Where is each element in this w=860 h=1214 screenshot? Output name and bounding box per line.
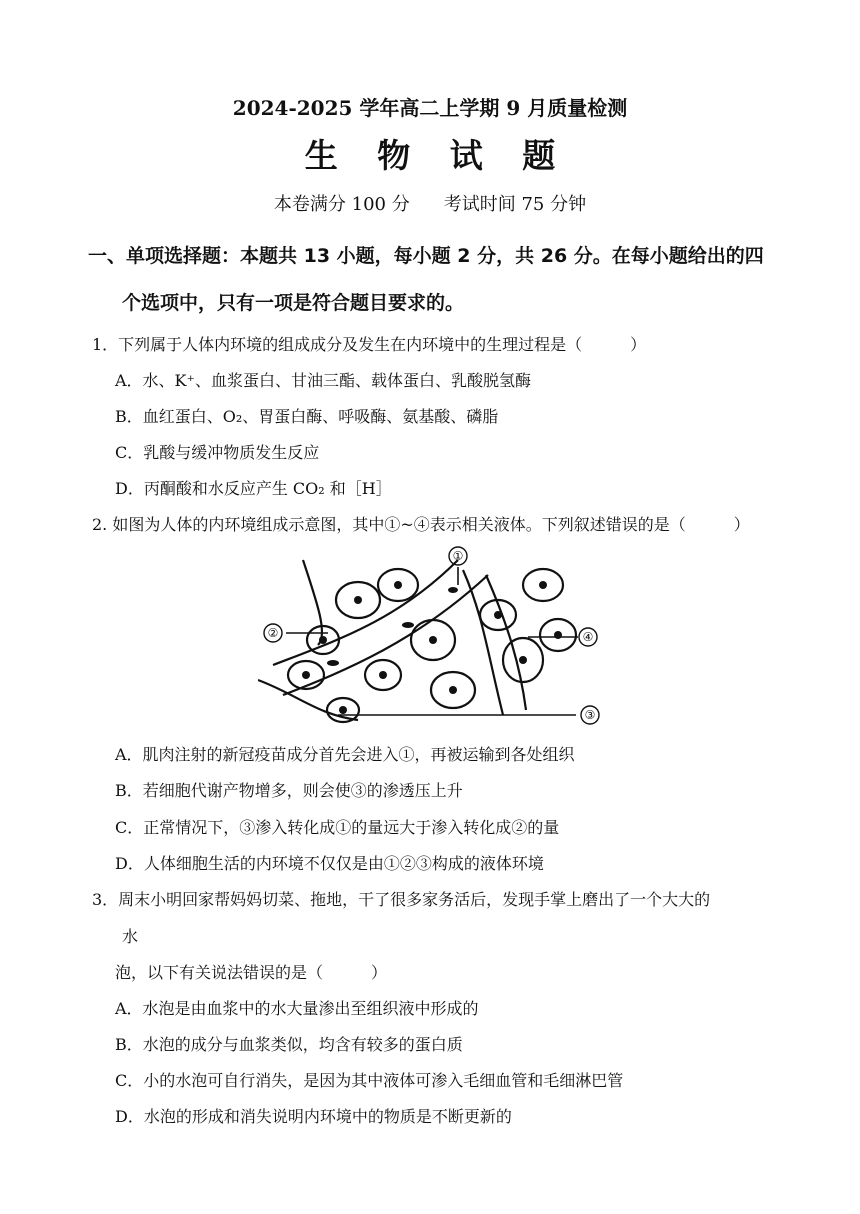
figure-label-3: ③ (584, 708, 596, 722)
question-3-option-d: D．水泡的形成和消失说明内环境中的物质是不断更新的 (115, 1107, 512, 1126)
question-1-stem: 1．下列属于人体内环境的组成成分及发生在内环境中的生理过程是（ ） (92, 335, 647, 354)
question-1-option-b: B．血红蛋白、O₂、胃蛋白酶、呼吸酶、氨基酸、磷脂 (115, 407, 499, 426)
question-3-stem-line3: 泡，以下有关说法错误的是（ ） (115, 963, 388, 982)
question-1-option-c: C．乳酸与缓冲物质发生反应 (115, 443, 320, 462)
question-3-stem-line2: 水 (122, 927, 139, 946)
time-info: 考试时间 75 分钟 (443, 194, 587, 215)
figure-label-2: ② (267, 626, 279, 640)
document-title: 2024-2025 学年高二上学期 9 月质量检测 (232, 96, 628, 120)
score-info: 本卷满分 100 分 (273, 194, 410, 215)
figure-label-1: ① (452, 549, 464, 563)
question-3-option-c: C．小的水泡可自行消失，是因为其中液体可渗入毛细血管和毛细淋巴管 (115, 1071, 624, 1090)
question-2-option-b: B．若细胞代谢产物增多，则会使③的渗透压上升 (115, 781, 463, 800)
subject-title: 生 物 试 题 (304, 136, 570, 175)
section-heading-line1: 一、单项选择题：本题共 13 小题，每小题 2 分，共 26 分。在每小题给出的四 (88, 245, 764, 267)
figure-label-4: ④ (582, 630, 594, 644)
question-3-stem-line1: 3．周末小明回家帮妈妈切菜、拖地，干了很多家务活后，发现手掌上磨出了一个大大的 (92, 890, 711, 909)
section-heading-line2: 个选项中，只有一项是符合题目要求的。 (122, 292, 465, 314)
question-1-option-a: A．水、K⁺、血浆蛋白、甘油三酯、载体蛋白、乳酸脱氢酶 (115, 371, 531, 390)
question-2-option-a: A．肌肉注射的新冠疫苗成分首先会进入①，再被运输到各处组织 (115, 745, 575, 764)
exam-info (0, 190, 860, 216)
question-3-option-a: A．水泡是由血浆中的水大量渗出至组织液中形成的 (115, 999, 479, 1018)
question-1-option-d: D．丙酮酸和水反应产生 CO₂ 和［H］ (115, 479, 392, 498)
question-2-option-c: C．正常情况下，③渗入转化成①的量远大于渗入转化成②的量 (115, 818, 560, 837)
question-3-option-b: B．水泡的成分与血浆类似，均含有较多的蛋白质 (115, 1035, 463, 1054)
internal-environment-diagram (258, 545, 603, 725)
question-2-stem: 2. 如图为人体的内环境组成示意图，其中①~④表示相关液体。下列叙述错误的是（ ） (92, 515, 750, 534)
question-2-option-d: D．人体细胞生活的内环境不仅仅是由①②③构成的液体环境 (115, 854, 544, 873)
